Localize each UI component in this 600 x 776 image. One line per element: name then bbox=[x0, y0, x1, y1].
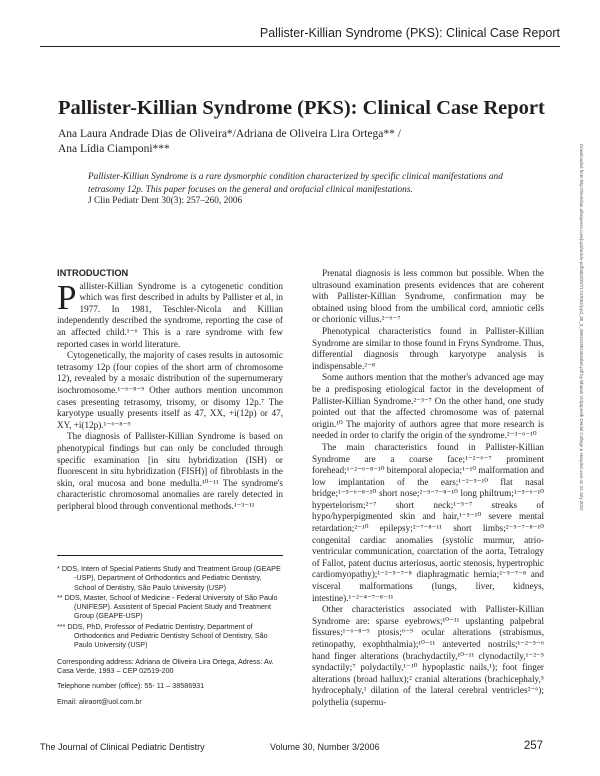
author-footnotes bbox=[57, 555, 283, 706]
right-paragraph-5: Other characteristics associated with Pallister-Killian Syndrome are: sparse eyebrows;¹⁰⁻¹¹ upslanting palpebral fissures;¹⁻⁶⁻⁸⁻⁹ ptosis;⁶⁻⁹ ocular alterations (strabismus, retinopathy, exophthalmia);¹⁰⁻¹¹ anteverted nostrils;¹⁻²⁻⁵⁻⁶ hand finger alterations (brachydactily,¹⁰⁻¹¹ clynodactily,¹⁻²⁻⁵ syndactily;⁷ polydactily,¹⁻¹⁰ hypoplastic nails,¹); foot finger alterations (broad hallux);² cranial alterations (brachicephaly,⁵ hydrocephaly,¹ dilation of the lateral cerebral ventricles²⁻⁶); polythelia (supernu- bbox=[312, 604, 544, 707]
article-title: Pallister-Killian Syndrome (PKS): Clinical Case Report bbox=[58, 97, 545, 119]
footnote-1-text: DDS, Intern of Special Patients Study and Treatment Group (GEAPE -USP), Department of Orthodontics and Pediatric Dentistry, School of Dentistry, São Paulo University (USP) bbox=[61, 564, 281, 592]
right-paragraph-3: Some authors mention that the mother's advanced age may be a predisposing etiological factor in the development of Pallister-Killian Syndrome.²⁻³⁻⁷ On the other hand, one study pointed out that the affected chromosome was of paternal origin.¹⁰ The majority of authors agree that more research is needed in order to clarify the origin of the syndrome.²⁻³⁻⁶⁻¹⁰ bbox=[312, 372, 544, 441]
intro-paragraph-1-text: allister-Killian Syndrome is a cytogenetic condition which was first described in adults by Pallister et al, in 1977. In 1981, Teschler-Nicola and Killian independently described the syndrome, reporting the case of an affected child.¹⁻⁶ This is a rare syndrome with few reported cases in world literature. bbox=[57, 280, 283, 349]
correspondence-address: Corresponding address: Adriana de Oliveira Lira Ortega, Adress: Av. Casa Verde, 1993 – CEP 02519-200 bbox=[57, 656, 274, 675]
intro-paragraph-3: The diagnosis of Pallister-Killian Syndrome is based on phenotypical findings but can only be concluded through specific examination [in situ hybridization (ISH) or fluorescent in situ hybridization (FISH)] of fibroblasts in the skin, oral mucosa and bone medulla.¹⁰⁻¹¹ The syndrome's characteristic chromosomal anomalies are rarely detected in peripheral blood through conventional methods.¹⁻³⁻¹¹ bbox=[57, 431, 283, 511]
download-side-note-text: Downloaded from http://meridian.allenpress.com/jcpd/article-pdf/30/3/257/1747062/jcpd_30_3_4981319813534lv0.pdf by Bharati Vidyapeeth Dental College & Hospital user on 22 July 2022 bbox=[579, 144, 584, 511]
footnote-1-mark: * bbox=[57, 564, 60, 573]
authors-line-1: Ana Laura Andrade Dias de Oliveira*/Adriana de Oliveira Lira Ortega** / bbox=[58, 128, 401, 140]
right-paragraph-4: The main characteristics found in Pallister-Killian Syndrome are a coarse face;¹⁻²⁻⁶⁻⁷ prominent forehead;¹⁻²⁻⁶⁻⁸⁻¹⁰ bitemporal alopecia;¹⁻¹⁰ malformation and low implantation of the ears;¹⁻²⁻⁵⁻¹⁰ flat nasal bridge;¹⁻⁵⁻⁶⁻⁸⁻¹⁰ short nose;²⁻⁵⁻⁷⁻⁸⁻¹⁰ long philtrum;¹⁻⁵⁻⁶⁻¹⁰ hypertelorism;²⁻⁷ short neck;¹⁻⁵⁻⁷ streaks of hypo/hyperpigmented skin and hair,¹⁻⁵⁻¹⁰ severe mental retardation;²⁻¹⁰ epilepsy;²⁻⁷⁻⁸⁻¹¹ short limbs;²⁻⁵⁻⁷⁻⁸⁻¹⁰ congenital cardiac anomalies (systolic murmur, atrio-ventricular communication, coarctation of the aorta, Tetralogy of Fallot, patent ductus arteriosus, aortic stenosis, hypertrophic cardiomyopathy);¹⁻²⁻⁵⁻⁷⁻⁸ diaphragmatic hernia;²⁻⁵⁻⁷⁻⁸ and visceral malformations (lungs, liver, kidneys, intestine).¹⁻²⁻⁴⁻⁷⁻⁸⁻¹¹ bbox=[312, 441, 544, 603]
footnote-3 bbox=[57, 622, 283, 650]
footnote-3-mark: *** bbox=[57, 621, 66, 631]
right-paragraph-1: Prenatal diagnosis is less common but possible. When the ultrasound examination presents evidences that are coherent with Pallister-Killian Syndrome, confirmation may be obtained using blood from the umbilical cord, amniotic cells or chorionic villus.²⁻⁶⁻⁷ bbox=[312, 268, 544, 325]
left-column bbox=[57, 268, 283, 512]
right-paragraph-2: Phenotypical characteristics found in Pallister-Killian Syndrome are similar to those found in Fryns Syndrome. Thus, differential diagnosis through karyotype analysis is indispensable.²⁻⁸ bbox=[312, 325, 544, 371]
correspondence-email: Email: aliraort@uol.com.br bbox=[57, 696, 142, 706]
running-head-title: Pallister-Killian Syndrome (PKS): Clinical Case Report bbox=[259, 26, 560, 40]
intro-paragraph-1 bbox=[57, 277, 283, 351]
footnote-1 bbox=[57, 564, 283, 592]
drop-cap: P bbox=[57, 277, 77, 317]
footer-volume: Volume 30, Number 3/2006 bbox=[270, 742, 380, 752]
section-heading-introduction: INTRODUCTION bbox=[57, 268, 129, 278]
footer-journal-name: The Journal of Clinical Pediatric Dentistry bbox=[40, 742, 205, 752]
abstract: Pallister-Killian Syndrome is a rare dysmorphic condition characterized by specific clinical manifestations and tetrasomy 12p. This paper focuses on the general and orofacial clinical manifestations. bbox=[88, 172, 503, 195]
intro-paragraph-2: Cytogenetically, the majority of cases results in autosomic tetrasomy 12p (four copies of the short arm of chromosome 12), revealed by a mosaic distribution of the supernumerary isochromosome.¹⁻⁶⁻⁸⁻⁹ Other authors mention uncommon cases presenting tetrasomy, trisomy, or disomy 12p.⁷ The karyotype usually presents itself as 47, XX, +i(12p) or 47, XY, +i(12p).¹⁻⁶⁻⁸⁻⁹ bbox=[57, 350, 283, 430]
download-side-note bbox=[576, 144, 586, 744]
footnote-2 bbox=[57, 593, 283, 621]
correspondence-phone: Telephone number (office): 55- 11 – 38586931 bbox=[57, 681, 205, 691]
footnote-2-mark: ** bbox=[57, 592, 63, 602]
citation: J Clin Pediatr Dent 30(3): 257–260, 2006 bbox=[88, 196, 243, 206]
footnote-2-text: DDS, Master, School of Medicine - Federal University of São Paulo (UNIFESP). Assistent of Special Pacient Study and Treatment Group (GEAPE-USP) bbox=[64, 592, 278, 621]
page-number: 257 bbox=[523, 740, 543, 752]
footnote-3-text: DDS, PhD, Professor of Pediatric Dentistry, Department of Orthodontics and Pediatric Dentistry School of Dentistry, São Paulo University (USP) bbox=[67, 621, 268, 650]
right-column bbox=[312, 268, 544, 709]
header-rule bbox=[40, 46, 560, 47]
authors-line-2: Ana Lídia Ciamponi*** bbox=[58, 143, 170, 155]
